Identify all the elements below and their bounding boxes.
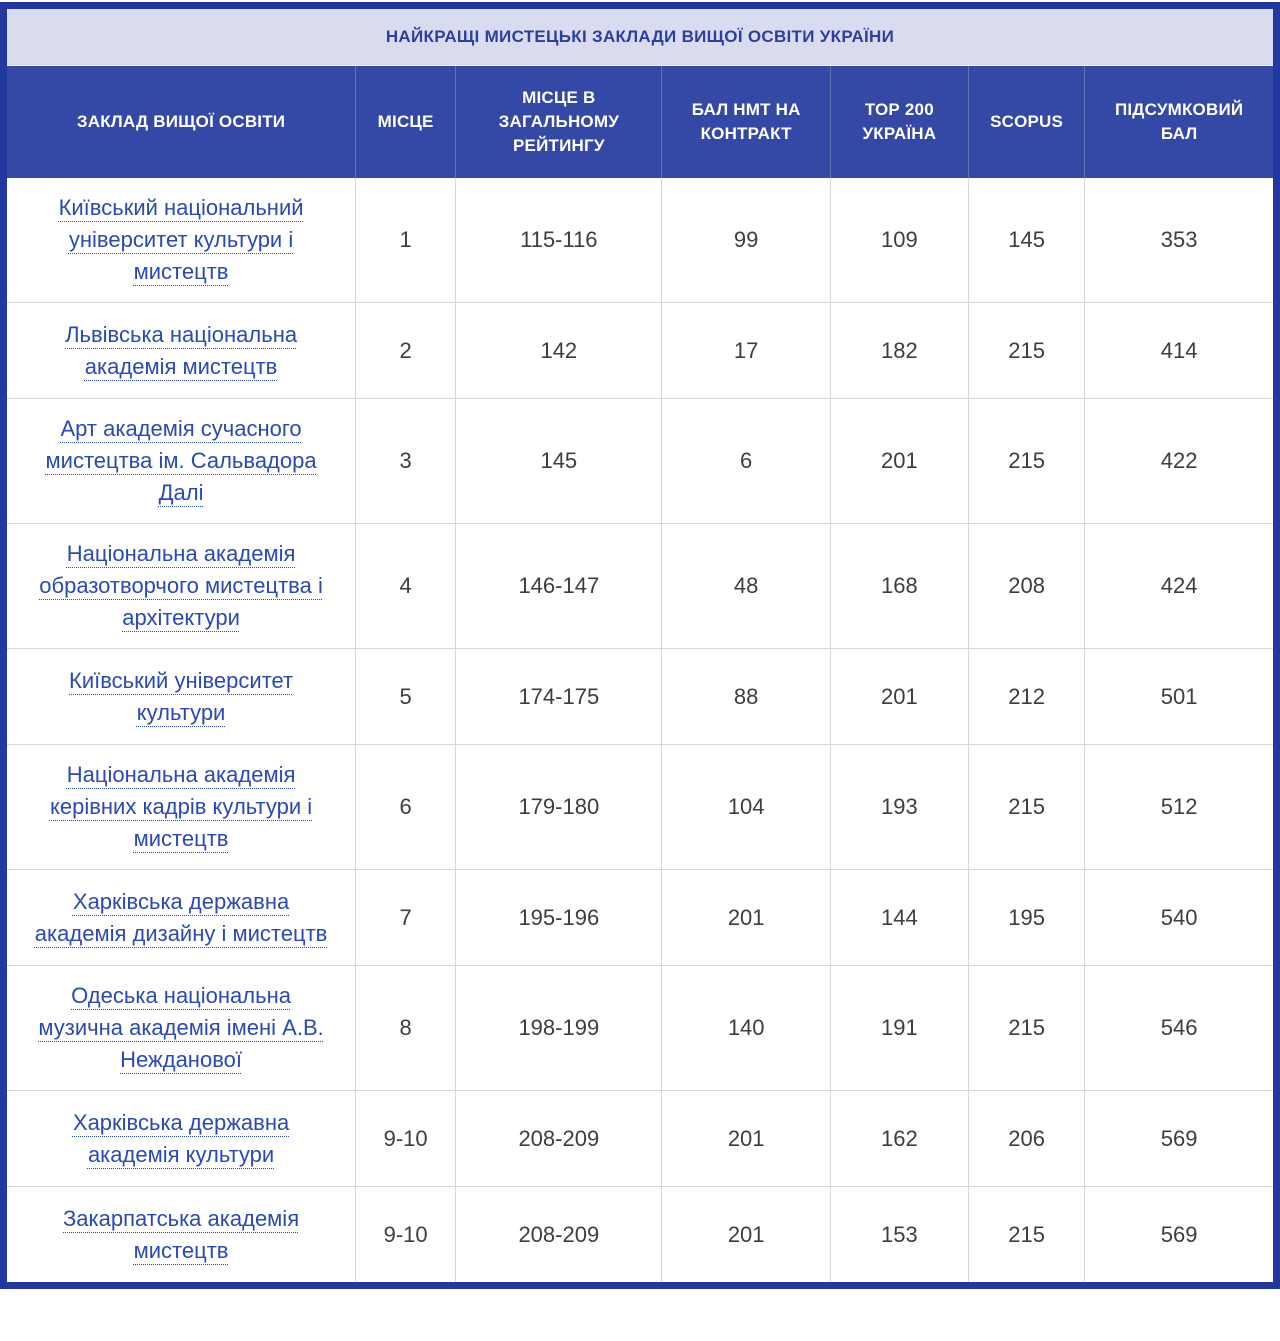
cell-institution [7,399,355,523]
cell-top200: 191 [830,966,968,1090]
cell-institution [7,745,355,869]
cell-overall-rank: 142 [455,303,661,398]
cell-top200: 153 [830,1187,968,1282]
cell-place: 3 [355,399,455,523]
cell-nmt-contract: 201 [661,1187,829,1282]
cell-institution [7,1091,355,1186]
cell-scopus: 215 [968,966,1084,1090]
table-row [7,523,1273,648]
column-header-overall-rank: МІСЦЕ В ЗАГАЛЬНОМУ РЕЙТИНГУ [455,66,661,178]
cell-total: 569 [1084,1091,1273,1186]
table-title-bar [7,9,1273,66]
cell-place: 4 [355,524,455,648]
cell-overall-rank: 146-147 [455,524,661,648]
cell-total: 414 [1084,303,1273,398]
cell-top200: 144 [830,870,968,965]
cell-top200: 182 [830,303,968,398]
university-link[interactable]: Львівська національна академія мистецтв [65,321,298,379]
cell-scopus: 215 [968,1187,1084,1282]
cell-top200: 201 [830,649,968,744]
cell-nmt-contract: 201 [661,1091,829,1186]
cell-nmt-contract: 6 [661,399,829,523]
column-header-place: МІСЦЕ [355,66,455,178]
university-link[interactable]: Національна академія образотворчого мистецтва і архітектури [39,541,323,630]
table-row [7,178,1273,302]
table-row [7,302,1273,398]
cell-institution [7,178,355,302]
table-row [7,648,1273,744]
university-link[interactable]: Харківська державна академія дизайну і мистецтв [34,888,328,946]
cell-overall-rank: 198-199 [455,966,661,1090]
ranking-table [0,2,1280,1289]
column-header-scopus: SCOPUS [968,66,1084,178]
cell-top200: 109 [830,178,968,302]
cell-total: 353 [1084,178,1273,302]
table-row [7,744,1273,869]
table-body [7,178,1273,1282]
cell-top200: 162 [830,1091,968,1186]
table-row [7,1090,1273,1186]
university-link[interactable]: Одеська національна музична академія імені А.В. Нежданової [38,983,324,1072]
cell-scopus: 208 [968,524,1084,648]
cell-place: 1 [355,178,455,302]
cell-nmt-contract: 201 [661,870,829,965]
cell-scopus: 215 [968,745,1084,869]
cell-overall-rank: 208-209 [455,1187,661,1282]
table-row [7,1186,1273,1282]
university-link[interactable]: Арт академія сучасного мистецтва ім. Сальвадора Далі [45,416,317,505]
cell-overall-rank: 174-175 [455,649,661,744]
column-header-nmt-contract: БАЛ НМТ НА КОНТРАКТ [661,66,829,178]
university-link[interactable]: Київський національний університет культури і мистецтв [58,195,304,284]
cell-total: 569 [1084,1187,1273,1282]
university-link[interactable]: Харківська державна академія культури [72,1109,290,1167]
cell-total: 546 [1084,966,1273,1090]
cell-scopus: 206 [968,1091,1084,1186]
table-row [7,398,1273,523]
cell-institution [7,966,355,1090]
table-row [7,869,1273,965]
cell-nmt-contract: 140 [661,966,829,1090]
cell-top200: 168 [830,524,968,648]
cell-scopus: 195 [968,870,1084,965]
table-title: НАЙКРАЩІ МИСТЕЦЬКІ ЗАКЛАДИ ВИЩОЇ ОСВІТИ УКРАЇНИ [385,27,895,46]
cell-place: 7 [355,870,455,965]
cell-overall-rank: 208-209 [455,1091,661,1186]
cell-scopus: 145 [968,178,1084,302]
cell-top200: 193 [830,745,968,869]
cell-institution [7,649,355,744]
cell-overall-rank: 115-116 [455,178,661,302]
cell-overall-rank: 179-180 [455,745,661,869]
university-link[interactable]: Київський університет культури [69,667,294,725]
cell-place: 8 [355,966,455,1090]
table-row [7,965,1273,1090]
cell-place: 5 [355,649,455,744]
cell-place: 6 [355,745,455,869]
cell-institution [7,870,355,965]
cell-nmt-contract: 48 [661,524,829,648]
cell-institution [7,524,355,648]
cell-place: 9-10 [355,1187,455,1282]
table-header-row [7,66,1273,178]
cell-nmt-contract: 99 [661,178,829,302]
cell-institution [7,1187,355,1282]
cell-nmt-contract: 88 [661,649,829,744]
column-header-institution: ЗАКЛАД ВИЩОЇ ОСВІТИ [76,112,286,131]
cell-top200: 201 [830,399,968,523]
cell-nmt-contract: 17 [661,303,829,398]
cell-total: 424 [1084,524,1273,648]
cell-scopus: 215 [968,399,1084,523]
cell-scopus: 212 [968,649,1084,744]
cell-overall-rank: 195-196 [455,870,661,965]
column-header-top200: ТОР 200 УКРАЇНА [830,66,968,178]
cell-total: 512 [1084,745,1273,869]
university-link[interactable]: Закарпатська академія мистецтв [63,1205,300,1263]
column-header-total-score: ПІДСУМКОВИЙ БАЛ [1084,66,1273,178]
cell-scopus: 215 [968,303,1084,398]
cell-place: 2 [355,303,455,398]
cell-institution [7,303,355,398]
cell-nmt-contract: 104 [661,745,829,869]
university-link[interactable]: Національна академія керівних кадрів культури і мистецтв [49,762,313,851]
cell-place: 9-10 [355,1091,455,1186]
cell-total: 540 [1084,870,1273,965]
cell-total: 501 [1084,649,1273,744]
cell-overall-rank: 145 [455,399,661,523]
cell-total: 422 [1084,399,1273,523]
